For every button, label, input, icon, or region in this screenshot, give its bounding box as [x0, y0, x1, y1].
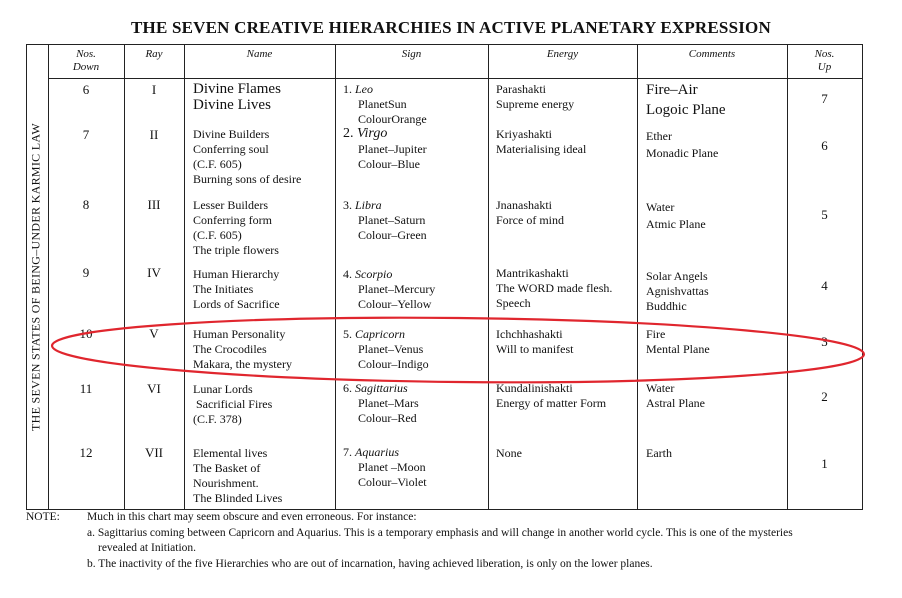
row-ray: I	[151, 82, 157, 97]
header-name: Name	[246, 48, 273, 60]
header-energy: Energy	[546, 48, 579, 60]
row-nos-up: 1	[821, 456, 828, 471]
row-ray: IV	[147, 265, 161, 280]
note-label: NOTE:	[26, 511, 60, 523]
row-nos-down: 9	[82, 265, 90, 280]
row-energy: Jnanashakti Force of mind	[496, 198, 564, 227]
row-nos-up: 5	[821, 207, 828, 222]
row-nos-down: 11	[79, 381, 93, 396]
row-ray: V	[149, 326, 159, 341]
row-nos-up: 6	[821, 138, 828, 153]
row-energy: Kriyashakti Materialising ideal	[496, 127, 587, 156]
row-nos-down: 7	[82, 127, 90, 142]
row-nos-down: 8	[82, 197, 90, 212]
row-energy: Mantrikashakti The WORD made flesh. Speech	[496, 266, 613, 310]
row-nos-down: 6	[82, 82, 90, 97]
row-energy: Parashakti Supreme energy	[496, 82, 575, 111]
note-item-a: a. Sagittarius coming between Capricorn and Aquarius. This is a temporary emphasis and will change in another world cycle. This is one of the mysteries	[87, 527, 793, 539]
header-nos-down: Nos. Down	[72, 48, 100, 73]
row-sign: 1. Leo PlanetSun ColourOrange	[343, 82, 427, 126]
header-ray: Ray	[145, 48, 163, 60]
row-nos-up: 3	[821, 334, 828, 349]
row-name: Human Hierarchy The Initiates Lords of Sacrifice	[193, 267, 280, 311]
row-nos-up: 2	[821, 389, 828, 404]
row-comments: Fire Mental Plane	[646, 327, 710, 356]
row-name: Divine Builders Conferring soul (C.F. 605) Burning sons of desire	[193, 127, 302, 186]
row-comments: Water Atmic Plane	[646, 200, 706, 231]
row-name: Human Personality The Crocodiles Makara, the mystery	[193, 327, 292, 371]
row-sign: 5. Capricorn Planet–Venus Colour–Indigo	[343, 327, 429, 371]
note-intro: Much in this chart may seem obscure and even erroneous. For instance:	[87, 511, 417, 523]
note-item-a-cont: revealed at Initiation.	[98, 542, 197, 554]
chart-title: THE SEVEN CREATIVE HIERARCHIES IN ACTIVE PLANETARY EXPRESSION	[131, 18, 771, 37]
row-comments: Ether Monadic Plane	[646, 129, 719, 160]
row-name: Elemental lives The Basket of Nourishment. The Blinded Lives	[193, 446, 283, 505]
row-ray: VII	[144, 445, 164, 460]
header-comments: Comments	[688, 48, 736, 60]
row-energy: Ichchhashakti Will to manifest	[496, 327, 574, 356]
row-nos-down: 10	[79, 326, 93, 341]
row-name: Lunar Lords Sacrificial Fires (C.F. 378)	[193, 382, 273, 426]
row-energy: None	[496, 446, 522, 460]
row-name: Lesser Builders Conferring form (C.F. 605) The triple flowers	[193, 198, 279, 257]
header-sign: Sign	[401, 48, 422, 60]
row-sign: 2. Virgo Planet–Jupiter Colour–Blue	[343, 126, 427, 171]
row-nos-up: 7	[821, 91, 828, 106]
row-ray: II	[149, 127, 159, 142]
row-sign: 7. Aquarius Planet –Moon Colour–Violet	[343, 445, 427, 489]
row-comments: Earth	[646, 446, 672, 460]
row-ray: III	[147, 197, 161, 212]
row-sign: 6. Sagittarius Planet–Mars Colour–Red	[343, 381, 419, 425]
header-nos-up: Nos. Up	[814, 48, 835, 73]
row-nos-down: 12	[79, 445, 93, 460]
row-comments: Fire–Air Logoic Plane	[646, 82, 726, 118]
row-comments: Solar Angels Agnishvattas Buddhic	[646, 269, 709, 313]
row-sign: 4. Scorpio Planet–Mercury Colour–Yellow	[343, 267, 436, 311]
row-ray: VI	[147, 381, 161, 396]
row-energy: Kundalinishakti Energy of matter Form	[496, 381, 607, 410]
note-item-b: b. The inactivity of the five Hierarchies who are out of incarnation, having achieved liberation, is only on the lower planes.	[87, 558, 653, 570]
row-name: Divine Flames Divine Lives	[193, 81, 281, 113]
row-comments: Water Astral Plane	[646, 381, 705, 410]
row-sign: 3. Libra Planet–Saturn Colour–Green	[343, 198, 427, 242]
row-nos-up: 4	[821, 278, 828, 293]
